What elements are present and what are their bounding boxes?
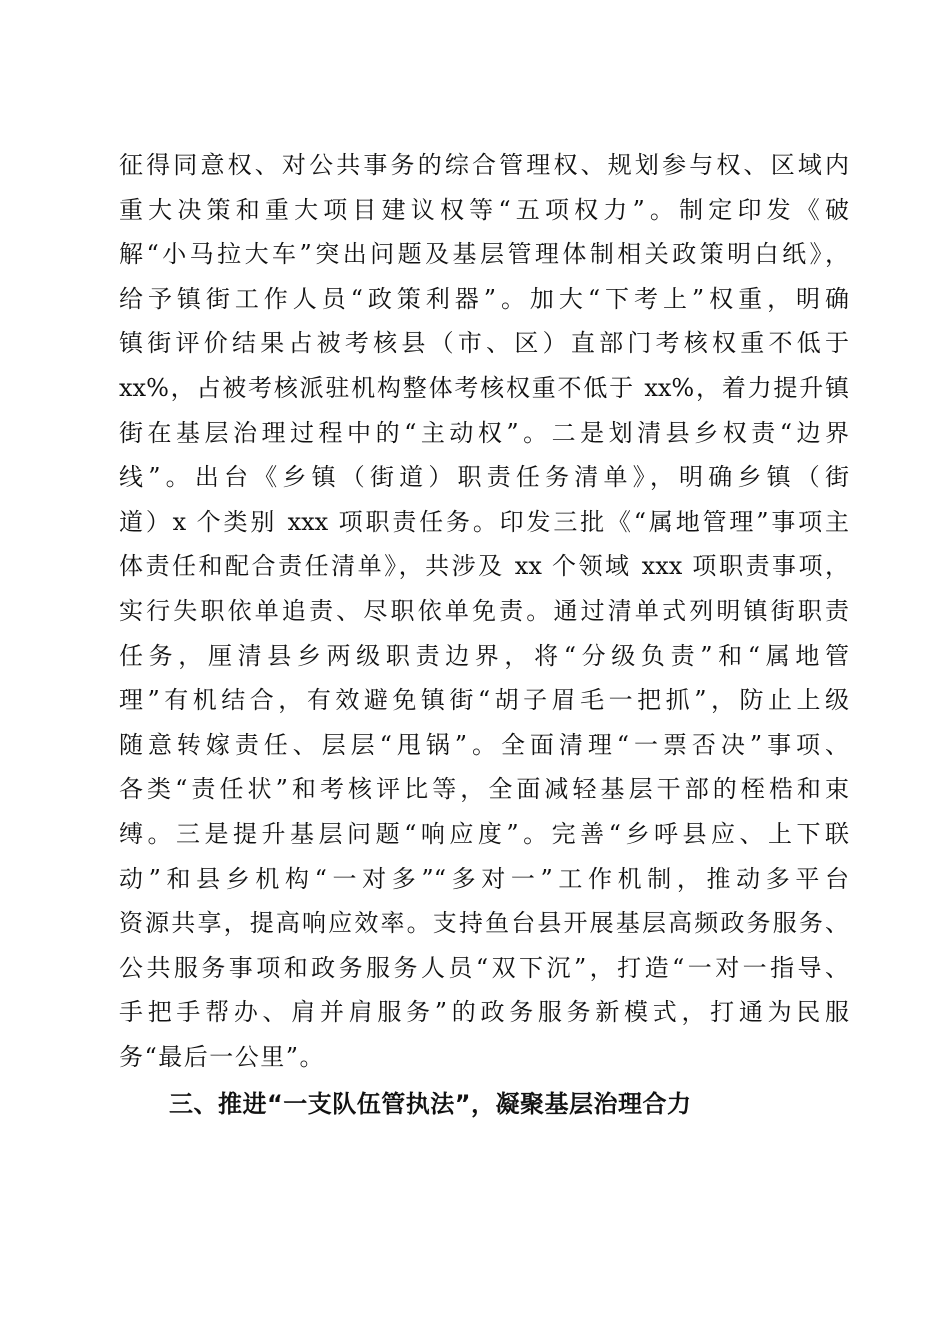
paragraph-line: 重大决策和重大项目建议权等“五项权力”。制定印发《破 bbox=[119, 195, 849, 224]
section-heading: 三、推进“一支队伍管执法”，凝聚基层治理合力 bbox=[169, 1090, 692, 1118]
paragraph-line: 实行失职依单追责、尽职依单免责。通过清单式列明镇街职责 bbox=[119, 596, 849, 625]
paragraph-line: 线”。出台《乡镇（街道）职责任务清单》，明确乡镇（街 bbox=[119, 463, 849, 492]
paragraph-line: 道）x 个类别 xxx 项职责任务。印发三批《“属地管理”事项主 bbox=[119, 507, 849, 536]
paragraph-line: xx%，占被考核派驻机构整体考核权重不低于 xx%，着力提升镇 bbox=[119, 373, 849, 402]
paragraph-line: 公共服务事项和政务服务人员“双下沉”，打造“一对一指导、 bbox=[119, 953, 849, 982]
body-paragraph bbox=[119, 143, 849, 1079]
paragraph-line: 任务，厘清县乡两级职责边界，将“分级负责”和“属地管 bbox=[119, 641, 849, 670]
paragraph-line: 资源共享，提高响应效率。支持鱼台县开展基层高频政务服务、 bbox=[119, 909, 849, 938]
paragraph-line: 街在基层治理过程中的“主动权”。二是划清县乡权责“边界 bbox=[119, 418, 849, 447]
paragraph-line: 解“小马拉大车”突出问题及基层管理体制相关政策明白纸》， bbox=[119, 240, 849, 269]
paragraph-line: 各类“责任状”和考核评比等，全面减轻基层干部的桎梏和束 bbox=[119, 775, 849, 804]
paragraph-line-last: 务“最后一公里”。 bbox=[119, 1042, 326, 1071]
paragraph-line: 手把手帮办、肩并肩服务”的政务服务新模式，打通为民服 bbox=[119, 998, 849, 1027]
paragraph-line: 镇街评价结果占被考核县（市、区）直部门考核权重不低于 bbox=[119, 329, 849, 358]
paragraph-line: 缚。三是提升基层问题“响应度”。完善“乡呼县应、上下联 bbox=[119, 819, 849, 848]
paragraph-line: 体责任和配合责任清单》，共涉及 xx 个领域 xxx 项职责事项， bbox=[119, 552, 849, 581]
paragraph-line: 随意转嫁责任、层层“甩锅”。全面清理“一票否决”事项、 bbox=[119, 730, 849, 759]
paragraph-line: 理”有机结合，有效避免镇街“胡子眉毛一把抓”，防止上级 bbox=[119, 686, 849, 715]
paragraph-line: 给予镇街工作人员“政策利器”。加大“下考上”权重，明确 bbox=[119, 284, 849, 313]
paragraph-line: 动”和县乡机构“一对多”“多对一”工作机制，推动多平台 bbox=[119, 864, 849, 893]
paragraph-line: 征得同意权、对公共事务的综合管理权、规划参与权、区域内 bbox=[119, 151, 849, 179]
